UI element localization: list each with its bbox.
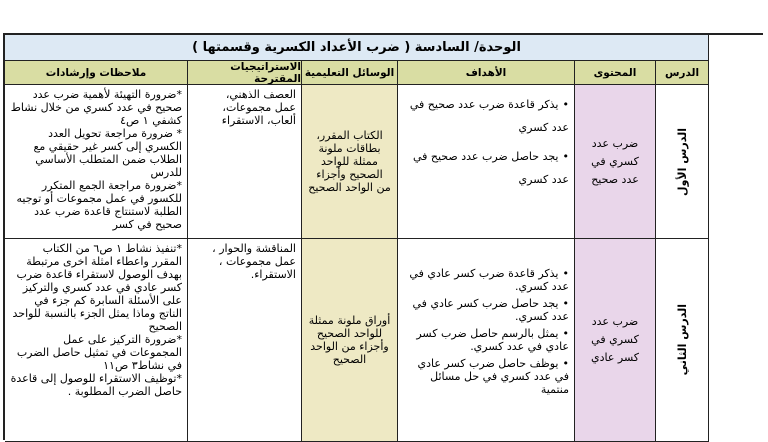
bullet-icon: •	[562, 357, 569, 370]
media-cell-2	[302, 239, 398, 442]
strategies-cell-1	[188, 85, 302, 239]
content-text: ضرب عدد كسري في عدد صحيح	[591, 136, 639, 186]
note-item: *ضرورة التركيز على عمل المجموعات في تمثيل حاصل الضرب في نشاط٣ ص١١	[16, 333, 182, 372]
header-notes: ملاحظات وإرشادات	[5, 61, 188, 85]
bullet-icon: •	[562, 267, 569, 280]
media-text: الكتاب المقرر، بطاقات ملونة ممثلة للواحد الصحيح وأجزاء من الواحد الصحيح	[308, 129, 391, 194]
header-media: الوسائل التعليمية	[302, 61, 398, 85]
header-lesson: الدرس	[656, 61, 709, 85]
strategy-item: المناقشة والحوار ، عمل مجموعات ، الاستقراء.	[212, 242, 296, 281]
note-item: *توظيف الاستقراء للوصول إلى قاعدة حاصل الضرب المطلوبة .	[10, 372, 182, 398]
goal-item: •يجد حاصل ضرب كسر عادي في عدد كسري.	[412, 297, 569, 323]
media-text: أوراق ملونة ممثلة للواحد الصحيح وأجزاء من الواحد الصحيح	[308, 314, 391, 366]
bullet-icon: •	[562, 327, 569, 340]
content-cell-1	[575, 85, 656, 239]
goal-item: •يجد حاصل ضرب عدد صحيح في عدد كسري	[412, 150, 569, 186]
content-cell-2	[575, 239, 656, 442]
content-text: ضرب عدد كسري في كسر عادي	[590, 315, 640, 364]
goal-item: •يوظف حاصل ضرب كسر عادي في عدد كسري في حل مسائل منتمية	[417, 357, 569, 396]
strategy-item: عمل مجموعات،	[222, 101, 296, 114]
goals-cell-1	[398, 85, 575, 239]
lesson-label: الدرس الأول	[675, 127, 689, 196]
lesson-cell-1	[656, 85, 709, 239]
notes-cell-2	[5, 239, 188, 442]
note-item: *ضرورة مراجعة الجمع المتكرر للكسور في عمل مجموعات أو توجيه الطلبة لاستنتاج قاعدة ضرب عدد صحيح في كسر	[16, 179, 182, 231]
media-cell-1	[302, 85, 398, 239]
goal-item: •يذكر قاعدة ضرب كسر عادي في عدد كسري.	[409, 267, 569, 293]
note-item: * ضرورة مراجعة تحويل العدد الكسري إلى كسر غير حقيقي مع الطلاب ضمن المتطلب الأساسي للدرس	[33, 127, 182, 179]
note-item: *ضرورة التهيئة لأهمية ضرب عدد صحيح في عدد كسري من خلال نشاط كشفي ١ ص٤	[10, 88, 182, 127]
unit-title: الوحدة/ السادسة ( ضرب الأعداد الكسرية وقسمتها )	[5, 35, 709, 61]
strategy-item: ألعاب، الاستقراء	[221, 114, 296, 127]
lesson-label: الدرس الثاني	[675, 304, 689, 376]
goal-item: •يمثل بالرسم حاصل ضرب كسر عادي في عدد كسري.	[416, 327, 569, 353]
header-strategies: الاستراتيجيات المقترحة	[188, 61, 302, 85]
top-band	[0, 0, 768, 14]
goals-cell-2	[398, 239, 575, 442]
strategy-item: العصف الذهني،	[225, 88, 296, 101]
bullet-icon: •	[562, 297, 569, 310]
note-item: *تنفيذ نشاط ١ ص٦ من الكتاب المقرر واعطاء امثلة اخرى مرتبطة بهدف الوصول لاستقراء قاعدة ضرب كسر عادي في عدد كسري والتركيز على الأسئلة السابرة كم جزء في الناتج وماذا يمثل الجزء بالنسبة للواحد الصحيح	[12, 242, 182, 333]
goal-item: •يذكر قاعدة ضرب عدد صحيح في عدد كسري	[409, 98, 569, 134]
strategies-cell-2	[188, 239, 302, 442]
lesson-cell-2	[656, 239, 709, 442]
header-goals: الأهداف	[398, 61, 575, 85]
lesson-plan-table	[3, 33, 763, 440]
notes-cell-1	[5, 85, 188, 239]
bullet-icon: •	[562, 150, 569, 163]
header-content: المحتوى	[575, 61, 656, 85]
bullet-icon: •	[562, 98, 569, 111]
